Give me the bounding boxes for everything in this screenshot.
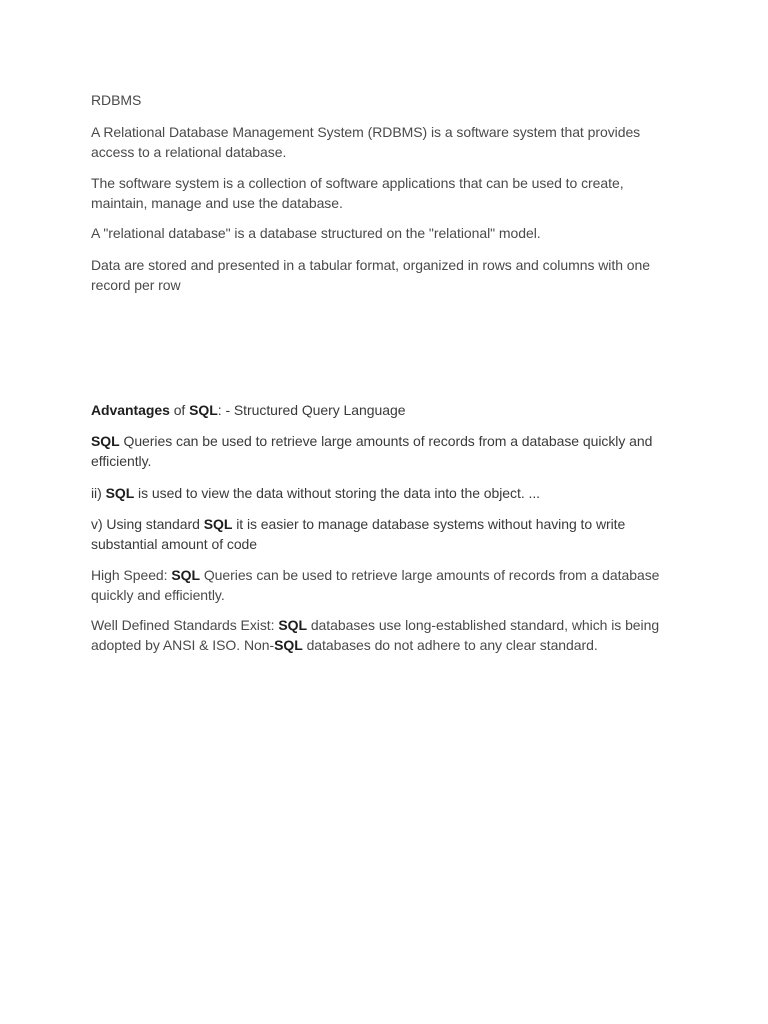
- sql-bold: SQL: [278, 617, 307, 633]
- sql-bold: SQL: [91, 433, 120, 449]
- paragraph-rdbms-definition: A Relational Database Management System (RDBMS) is a software system that provides access to a relational database.: [91, 124, 641, 160]
- paragraph-well-defined-standards: [91, 616, 681, 655]
- paragraph-text: Queries can be used to retrieve large amounts of records from a database quickly and efficiently.: [91, 433, 653, 469]
- paragraph-prefix: ii): [91, 485, 106, 501]
- title-rest: : - Structured Query Language: [217, 402, 406, 418]
- paragraph-text: is used to view the data without storing the data into the object. ...: [134, 485, 541, 501]
- sql-bold: SQL: [105, 485, 135, 501]
- paragraph-tabular-format: Data are stored and presented in a tabular format, organized in rows and columns with one record per row: [91, 257, 650, 293]
- paragraph-text-end: databases do not adhere to any clear standard.: [302, 636, 598, 653]
- paragraph-view-data: [91, 484, 681, 504]
- advantages-word: Advantages: [91, 402, 170, 418]
- of-word: of: [169, 402, 190, 418]
- paragraph-sql-queries: [91, 432, 681, 471]
- paragraph-text: Queries can be used to retrieve large amounts of records from a database quickly and efficiently.: [91, 567, 660, 603]
- paragraph-software-system: The software system is a collection of software applications that can be used to create, maintain, manage and use the database.: [91, 175, 624, 211]
- paragraph-relational-database: A "relational database" is a database structured on the "relational" model.: [91, 225, 541, 241]
- paragraph-prefix: Well Defined Standards Exist:: [91, 617, 279, 633]
- paragraph-prefix: v) Using standard: [91, 516, 204, 532]
- advantages-title: [91, 401, 681, 421]
- heading-rdbms: RDBMS: [91, 92, 142, 108]
- paragraph-high-speed: [91, 566, 681, 605]
- sql-bold: SQL: [203, 516, 233, 532]
- sql-bold: SQL: [274, 636, 303, 653]
- paragraph-text: databases use long-established standard, which is being adopted by ANSI & ISO. Non-: [91, 617, 660, 653]
- sql-bold: SQL: [171, 567, 200, 583]
- paragraph-text: it is easier to manage database systems without having to write substantial amount of code: [91, 516, 626, 552]
- sql-word: SQL: [189, 402, 218, 418]
- paragraph-using-standard: [91, 515, 681, 554]
- paragraph-prefix: High Speed:: [91, 567, 172, 583]
